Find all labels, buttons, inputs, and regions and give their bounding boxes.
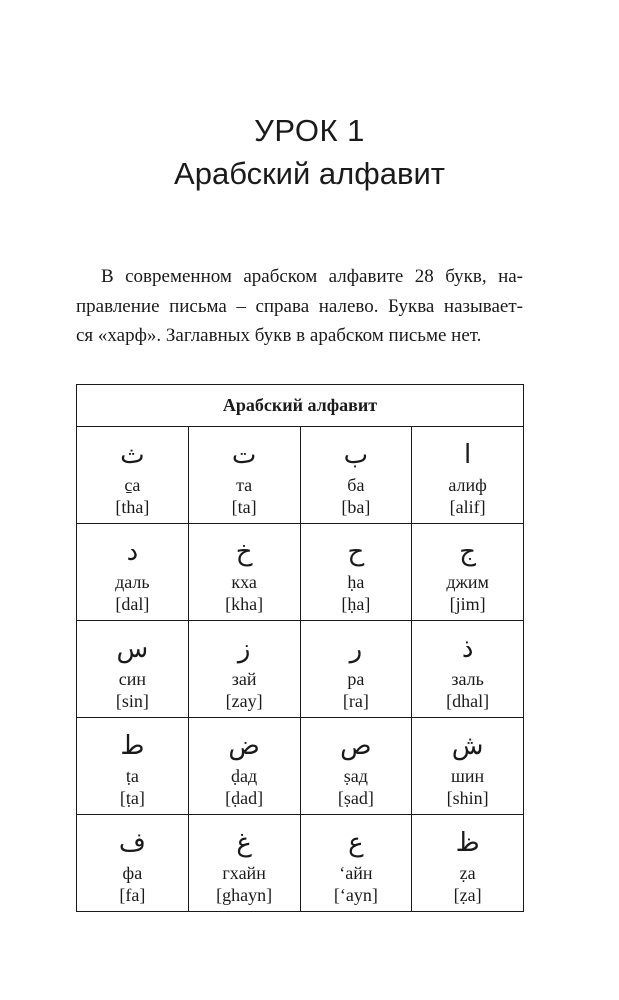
letter-name: ṭа — [125, 766, 139, 786]
letter-transliteration: [kha] — [225, 594, 264, 614]
letter-name: та — [236, 475, 253, 495]
letter-cell — [77, 718, 189, 815]
table-header-row — [77, 385, 524, 427]
letter-cell — [77, 524, 189, 621]
arabic-letter: ت — [231, 440, 257, 470]
intro-line: ся «харф». Заглавных букв в арабском письме нет. — [76, 325, 482, 346]
letter-transliteration: [ghayn] — [216, 885, 273, 905]
letter-transliteration: [alif] — [449, 497, 486, 517]
arabic-letter: ز — [237, 634, 251, 664]
alphabet-table — [76, 384, 524, 912]
letter-transliteration: [ba] — [341, 497, 371, 517]
letter-transliteration: [tha] — [115, 497, 150, 517]
intro-line: правление письма – справа налево. Буква называет- — [76, 295, 523, 317]
letter-name: шин — [451, 766, 485, 786]
letter-cell — [412, 718, 524, 815]
lesson-title: УРОК 1 — [254, 113, 365, 148]
letter-cell — [412, 524, 524, 621]
arabic-letter: ط — [120, 731, 145, 761]
arabic-letter: ص — [340, 731, 372, 761]
letter-cell — [300, 718, 412, 815]
letter-cell — [188, 815, 300, 912]
arabic-letter: ظ — [455, 828, 480, 858]
arabic-letter: ش — [451, 731, 484, 761]
letter-cell — [412, 621, 524, 718]
letter-cell — [77, 815, 189, 912]
arabic-letter: س — [116, 634, 149, 664]
letter-name: гхайн — [222, 863, 266, 883]
letter-transliteration: [ra] — [342, 691, 369, 711]
letter-name: ‘айн — [339, 863, 373, 883]
arabic-letter: ر — [349, 634, 363, 664]
letter-transliteration: [shin] — [446, 788, 489, 808]
lesson-subtitle: Арабский алфавит — [174, 156, 445, 191]
letter-transliteration: [sin] — [115, 691, 149, 711]
table-row — [77, 815, 524, 912]
letter-cell — [300, 427, 412, 524]
letter-name: ра — [347, 669, 365, 689]
arabic-letter: ج — [459, 537, 477, 567]
letter-cell — [77, 427, 189, 524]
arabic-letter: غ — [236, 828, 252, 858]
letter-name: ḥа — [347, 572, 365, 592]
intro-line: В современном арабском алфавите 28 букв, на- — [101, 266, 523, 287]
arabic-letter: ث — [120, 440, 145, 470]
arabic-letter: خ — [235, 537, 253, 567]
arabic-letter: ع — [348, 828, 364, 858]
letter-transliteration: [ḍad] — [225, 788, 264, 808]
letter-cell — [412, 427, 524, 524]
letter-transliteration: [ṭa] — [119, 788, 145, 808]
letter-cell — [188, 427, 300, 524]
letter-transliteration: [fa] — [119, 885, 146, 905]
letter-cell — [77, 621, 189, 718]
letter-cell — [188, 524, 300, 621]
letter-cell — [188, 621, 300, 718]
arabic-letter: ض — [228, 731, 260, 761]
letter-name: ḍад — [231, 766, 258, 786]
letter-name: ṣад — [343, 766, 368, 786]
arabic-letter: ا — [464, 440, 472, 470]
letter-transliteration: [zay] — [225, 691, 263, 711]
letter-transliteration: [ẓa] — [453, 885, 482, 905]
letter-cell — [188, 718, 300, 815]
letter-name: алиф — [448, 475, 487, 495]
letter-name: даль — [115, 572, 150, 592]
letter-transliteration: [ṣad] — [337, 788, 374, 808]
letter-name: ẓа — [459, 863, 476, 883]
letter-transliteration: [dal] — [115, 594, 150, 614]
letter-name: c̱a — [124, 475, 141, 495]
letter-transliteration: [jim] — [449, 594, 486, 614]
table-row — [77, 427, 524, 524]
letter-cell — [300, 524, 412, 621]
letter-name: фа — [122, 863, 143, 883]
arabic-letter: د — [126, 537, 139, 567]
letter-transliteration: [‘ayn] — [333, 885, 378, 905]
arabic-letter: ح — [347, 537, 365, 567]
letter-name: зай — [231, 669, 257, 689]
arabic-letter: ب — [343, 440, 369, 470]
letter-transliteration: [ta] — [231, 497, 257, 517]
table-row — [77, 621, 524, 718]
letter-name: джим — [446, 572, 489, 592]
letter-transliteration: [dhal] — [446, 691, 490, 711]
table-row — [77, 524, 524, 621]
arabic-letter: ف — [118, 828, 146, 858]
letter-cell — [300, 815, 412, 912]
letter-cell — [300, 621, 412, 718]
letter-transliteration: [ḥa] — [341, 594, 371, 614]
table-row — [77, 718, 524, 815]
letter-name: ба — [347, 475, 365, 495]
letter-name: кха — [231, 572, 257, 592]
letter-name: заль — [451, 669, 484, 689]
intro-paragraph — [76, 262, 523, 351]
table-caption: Арабский алфавит — [77, 385, 524, 427]
letter-name: син — [118, 669, 146, 689]
letter-cell — [412, 815, 524, 912]
arabic-letter: ذ — [461, 634, 474, 664]
